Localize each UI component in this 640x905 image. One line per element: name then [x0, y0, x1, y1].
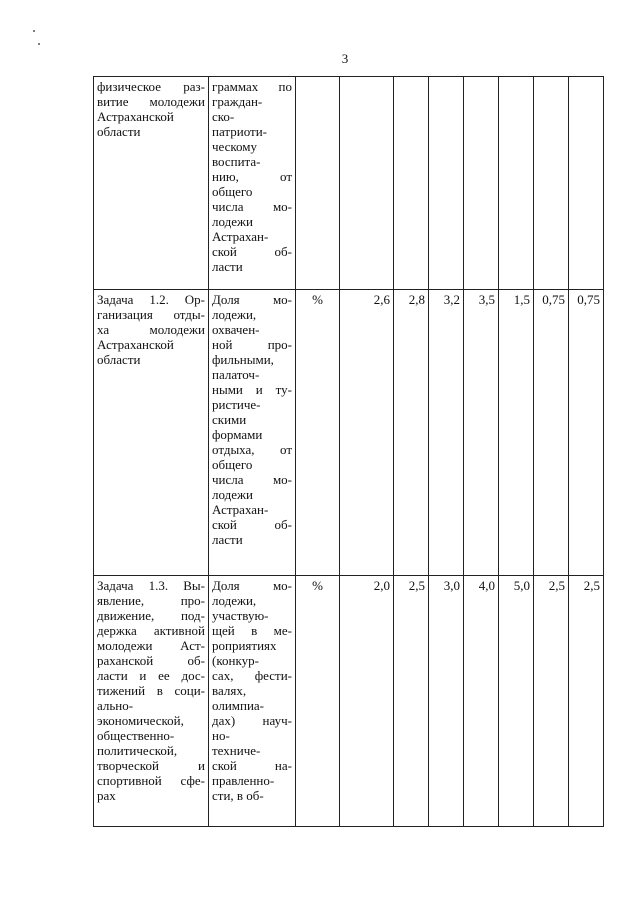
- value-cell: 3,2: [429, 290, 464, 576]
- indicator-cell-line: Доля мо-: [212, 578, 292, 593]
- task-description-cell: [94, 290, 209, 576]
- indicator-cell-line: ристиче-: [212, 397, 261, 412]
- unit-cell: %: [296, 576, 340, 827]
- task-description-cell-line: общественно-: [97, 728, 175, 743]
- task-description-cell-line: Астраханской: [97, 337, 174, 352]
- task-description-cell-line: творческой и: [97, 758, 205, 773]
- indicator-cell-line: скими: [212, 412, 247, 427]
- value-cell: 2,5: [534, 576, 569, 827]
- indicator-cell-line: лодежи,: [212, 307, 257, 322]
- indicator-cell-line: формами: [212, 427, 263, 442]
- indicator-cell-line: ской об-: [212, 517, 292, 532]
- table-row: [94, 576, 604, 827]
- indicator-cell-line: ско-: [212, 109, 235, 124]
- indicator-cell-line: охвачен-: [212, 322, 260, 337]
- indicator-cell-line: участвую-: [212, 608, 269, 623]
- table-row: [94, 77, 604, 290]
- task-description-cell-line: движение, под-: [97, 608, 205, 623]
- task-description-cell-line: раханской об-: [97, 653, 205, 668]
- task-description-cell-line: экономической,: [97, 713, 184, 728]
- value-cell: 2,6: [340, 290, 394, 576]
- unit-cell: %: [296, 290, 340, 576]
- value-cell: [569, 77, 604, 290]
- indicator-cell-line: патриоти-: [212, 124, 267, 139]
- indicator-cell-line: лодежи,: [212, 593, 257, 608]
- indicator-cell-line: ской на-: [212, 758, 292, 773]
- indicator-cell-line: нию, от: [212, 169, 292, 184]
- value-cell: [464, 77, 499, 290]
- value-cell: [429, 77, 464, 290]
- unit-cell: [296, 77, 340, 290]
- value-cell: 0,75: [534, 290, 569, 576]
- value-cell: 1,5: [499, 290, 534, 576]
- task-description-cell-line: витие молодежи: [97, 94, 205, 109]
- value-cell: [340, 77, 394, 290]
- task-description-cell-line: рах: [97, 788, 116, 803]
- task-description-cell-line: области: [97, 352, 141, 367]
- table-row: [94, 290, 604, 576]
- indicator-cell-line: лодежи: [212, 487, 253, 502]
- indicator-cell: [209, 576, 296, 827]
- page-number: 3: [341, 51, 349, 66]
- task-description-cell-line: ха молодежи: [97, 322, 205, 337]
- indicator-cell-line: ческому: [212, 139, 258, 154]
- indicator-cell-line: ской об-: [212, 244, 292, 259]
- indicator-cell-line: ласти: [212, 532, 243, 547]
- value-cell: 3,0: [429, 576, 464, 827]
- indicator-cell-line: фильными,: [212, 352, 274, 367]
- indicator-cell-line: ласти: [212, 259, 243, 274]
- indicator-cell-line: числа мо-: [212, 472, 292, 487]
- task-description-cell-line: молодежи Аст-: [97, 638, 205, 653]
- scan-speck: [38, 43, 40, 45]
- indicator-cell-line: отдыха, от: [212, 442, 292, 457]
- indicator-cell-line: техниче-: [212, 743, 261, 758]
- indicator-cell-line: правленно-: [212, 773, 275, 788]
- indicator-cell-line: граммах по: [212, 79, 292, 94]
- indicator-cell-line: общего: [212, 184, 253, 199]
- value-cell: 2,0: [340, 576, 394, 827]
- value-cell: [499, 77, 534, 290]
- indicator-cell-line: сти, в об-: [212, 788, 264, 803]
- indicator-cell-line: Доля мо-: [212, 292, 292, 307]
- value-cell: 2,8: [394, 290, 429, 576]
- task-description-cell: [94, 576, 209, 827]
- indicator-cell: [209, 77, 296, 290]
- task-description-cell-line: Задача 1.2. Ор-: [97, 292, 205, 307]
- indicator-cell-line: (конкур-: [212, 653, 259, 668]
- scan-speck: [33, 30, 35, 32]
- indicator-cell-line: олимпиа-: [212, 698, 265, 713]
- indicator-cell-line: воспита-: [212, 154, 261, 169]
- indicator-cell-line: ной про-: [212, 337, 292, 352]
- value-cell: 4,0: [464, 576, 499, 827]
- indicator-cell-line: дах) науч-: [212, 713, 292, 728]
- indicator-cell-line: но-: [212, 728, 230, 743]
- task-description-cell-line: Задача 1.3. Вы-: [97, 578, 205, 593]
- indicator-cell-line: граждан-: [212, 94, 263, 109]
- task-description-cell-line: ально-: [97, 698, 134, 713]
- task-description-cell-line: явление, про-: [97, 593, 205, 608]
- indicator-cell-line: сах, фести-: [212, 668, 292, 683]
- indicator-cell-line: палаточ-: [212, 367, 260, 382]
- indicator-cell-line: общего: [212, 457, 253, 472]
- value-cell: 3,5: [464, 290, 499, 576]
- indicator-cell-line: щей в ме-: [212, 623, 292, 638]
- indicator-cell-line: числа мо-: [212, 199, 292, 214]
- indicator-cell: [209, 290, 296, 576]
- indicator-cell-line: валях,: [212, 683, 247, 698]
- task-description-cell-line: тижений в соци-: [97, 683, 205, 698]
- value-cell: 5,0: [499, 576, 534, 827]
- task-description-cell-line: Астраханской: [97, 109, 174, 124]
- indicators-table: [93, 76, 604, 827]
- task-description-cell-line: держка активной: [97, 623, 205, 638]
- task-description-cell-line: спортивной сфе-: [97, 773, 205, 788]
- indicator-cell-line: лодежи: [212, 214, 253, 229]
- task-description-cell-line: политической,: [97, 743, 178, 758]
- task-description-cell-line: ласти и ее дос-: [97, 668, 205, 683]
- task-description-cell-line: физическое раз-: [97, 79, 205, 94]
- indicator-cell-line: ными и ту-: [212, 382, 292, 397]
- value-cell: [394, 77, 429, 290]
- value-cell: [534, 77, 569, 290]
- indicator-cell-line: Астрахан-: [212, 502, 269, 517]
- task-description-cell: [94, 77, 209, 290]
- value-cell: 0,75: [569, 290, 604, 576]
- indicator-cell-line: роприятиях: [212, 638, 277, 653]
- indicator-cell-line: Астрахан-: [212, 229, 269, 244]
- task-description-cell-line: области: [97, 124, 141, 139]
- value-cell: 2,5: [569, 576, 604, 827]
- task-description-cell-line: ганизация отды-: [97, 307, 205, 322]
- value-cell: 2,5: [394, 576, 429, 827]
